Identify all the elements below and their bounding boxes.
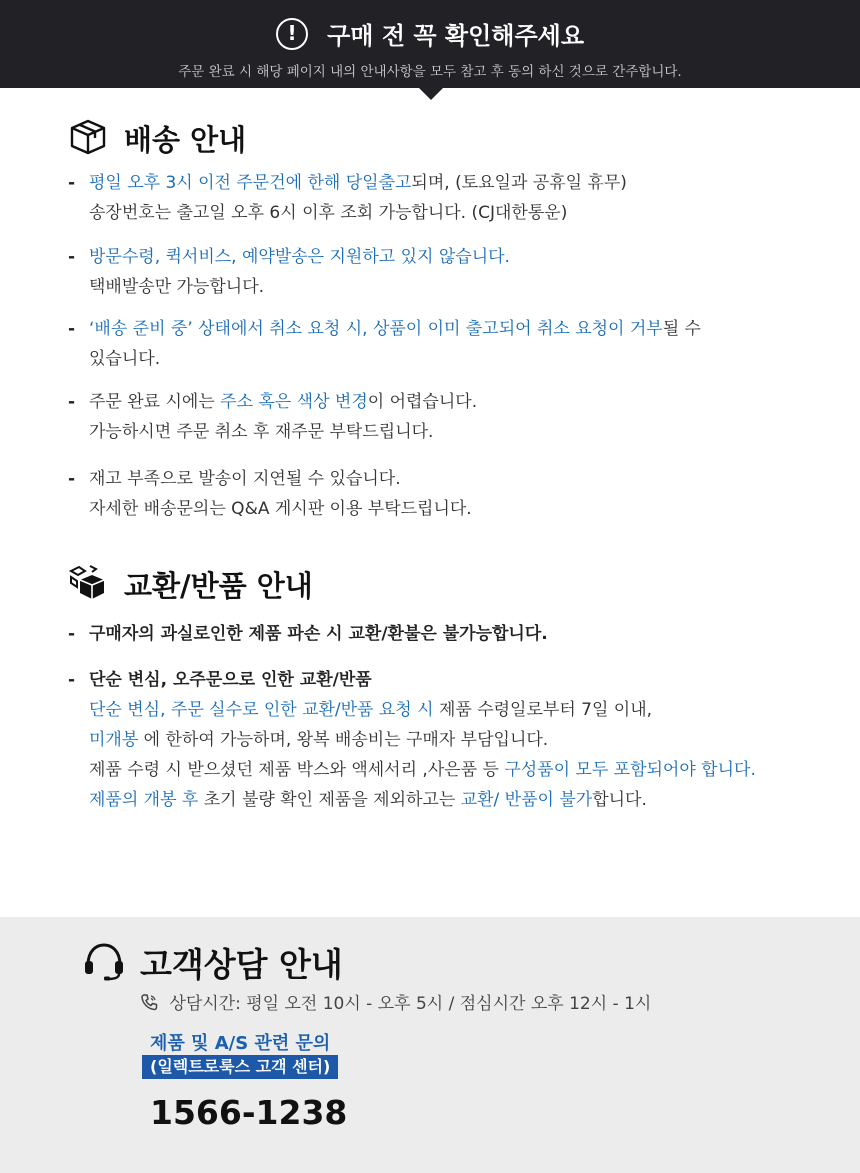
bullet-text-segment: 있습니다.	[89, 349, 161, 369]
service-hours	[140, 989, 651, 1013]
bullet-line	[68, 198, 808, 228]
bullet-dash: -	[68, 247, 76, 267]
bullet-text-segment: 초기 불량 확인 제품을 제외하고는	[198, 790, 461, 810]
bullet-text-segment: 송장번호는 출고일 오후 6시 이후 조회 가능합니다. (CJ대한통운)	[89, 203, 568, 223]
exchange-bullet	[68, 665, 808, 815]
bullet-dash: -	[68, 469, 76, 489]
bullet-text-segment: 구성품이 모두 포함되어야 합니다.	[504, 760, 756, 780]
box-icon	[68, 116, 108, 156]
exchange-title: 교환/반품 안내	[124, 569, 313, 603]
bullet-text-segment: 평일 오후 3시 이전 주문건에 한해 당일출고	[89, 173, 412, 193]
shipping-bullet	[68, 314, 808, 374]
shipping-bullet	[68, 464, 808, 524]
notice-subtitle: 주문 완료 시 해당 페이지 내의 안내사항을 모두 참고 후 동의 하신 것으로 간주합니다.	[178, 64, 682, 80]
bullet-text-segment: 제품의 개봉 후	[89, 790, 199, 810]
bullet-text-segment: 될 수	[662, 319, 701, 339]
shipping-bullet	[68, 387, 808, 447]
bullet-line	[68, 755, 808, 785]
bullet-line	[68, 619, 808, 649]
headset-icon	[82, 941, 126, 981]
bullet-text-segment: 합니다.	[592, 790, 647, 810]
bullet-line	[68, 785, 808, 815]
bullet-text-segment: 되며, (토요일과 공휴일 휴무)	[411, 173, 627, 193]
bullet-text-segment: 가능하시면 주문 취소 후 재주문 부탁드립니다.	[89, 422, 434, 442]
notice-title: 구매 전 꼭 확인해주세요	[327, 22, 584, 50]
bullet-text-segment: 단순 변심, 주문 실수로 인한 교환/반품 요청 시	[89, 700, 434, 720]
bullet-text-segment: 제품 수령일로부터 7일 이내,	[433, 700, 653, 720]
bullet-text-segment: ‘배송 준비 중’ 상태에서 취소 요청 시, 상품이 이미 출고되어 취소 요청이 거부	[89, 319, 663, 339]
phone-icon	[140, 993, 158, 1011]
bullet-line	[68, 314, 808, 344]
bullet-text-segment: 단순 변심, 오주문으로 인한 교환/반품	[89, 670, 372, 690]
service-hours-text: 상담시간: 평일 오전 10시 - 오후 5시 / 점심시간 오후 12시 - 1시	[169, 994, 652, 1014]
customer-service-title: 고객상담 안내	[140, 945, 343, 984]
broken-box-icon	[68, 562, 108, 602]
bullet-text-segment: 구매자의 과실로인한 제품 파손 시 교환/환불은 불가능합니다.	[89, 624, 548, 644]
bullet-line	[68, 344, 808, 374]
exchange-bullet	[68, 619, 808, 649]
bullet-dash: -	[68, 392, 76, 412]
service-center-badge: (일렉트로룩스 고객 센터)	[142, 1055, 338, 1079]
product-inquiry-label: 제품 및 A/S 관련 문의	[150, 1033, 331, 1054]
bullet-text-segment: 주소 혹은 색상 변경	[220, 392, 368, 412]
bullet-text-segment: 이 어렵습니다.	[367, 392, 478, 412]
bullet-line	[68, 387, 808, 417]
bullet-line	[68, 168, 808, 198]
bullet-dash: -	[68, 319, 76, 339]
bullet-text-segment: 방문수령, 퀵서비스, 예약발송은 지원하고 있지 않습니다.	[89, 247, 510, 267]
bullet-line	[68, 417, 808, 447]
bullet-line	[68, 464, 808, 494]
bullet-text-segment: 제품 수령 시 받으셨던 제품 박스와 액세서리 ,사은품 등	[89, 760, 505, 780]
bullet-line	[68, 665, 808, 695]
notice-title-row	[0, 16, 860, 52]
bullet-text-segment: 주문 완료 시에는	[89, 392, 221, 412]
bullet-dash: -	[68, 624, 76, 644]
shipping-bullet	[68, 242, 808, 302]
bullet-line	[68, 494, 808, 524]
bullet-dash: -	[68, 670, 76, 690]
bullet-dash: -	[68, 173, 76, 193]
bullet-line	[68, 725, 808, 755]
bullet-text-segment: 교환/ 반품이 불가	[460, 790, 593, 810]
bullet-text-segment: 에 한하여 가능하며, 왕복 배송비는 구매자 부담입니다.	[138, 730, 549, 750]
shipping-bullet	[68, 168, 808, 228]
shipping-title: 배송 안내	[124, 123, 247, 157]
exclamation-circle-icon: !	[276, 18, 308, 50]
customer-service-panel	[0, 917, 860, 1173]
bullet-text-segment: 자세한 배송문의는 Q&A 게시판 이용 부탁드립니다.	[89, 499, 472, 519]
bullet-line	[68, 242, 808, 272]
bullet-text-segment: 재고 부족으로 발송이 지연될 수 있습니다.	[89, 469, 401, 489]
bullet-text-segment: 미개봉	[89, 730, 139, 750]
banner-pointer	[419, 88, 443, 100]
bullet-line	[68, 695, 808, 725]
notice-banner	[0, 0, 860, 88]
bullet-line	[68, 272, 808, 302]
bullet-text-segment: 택배발송만 가능합니다.	[89, 277, 265, 297]
service-phone-number[interactable]: 1566-1238	[150, 1093, 348, 1132]
